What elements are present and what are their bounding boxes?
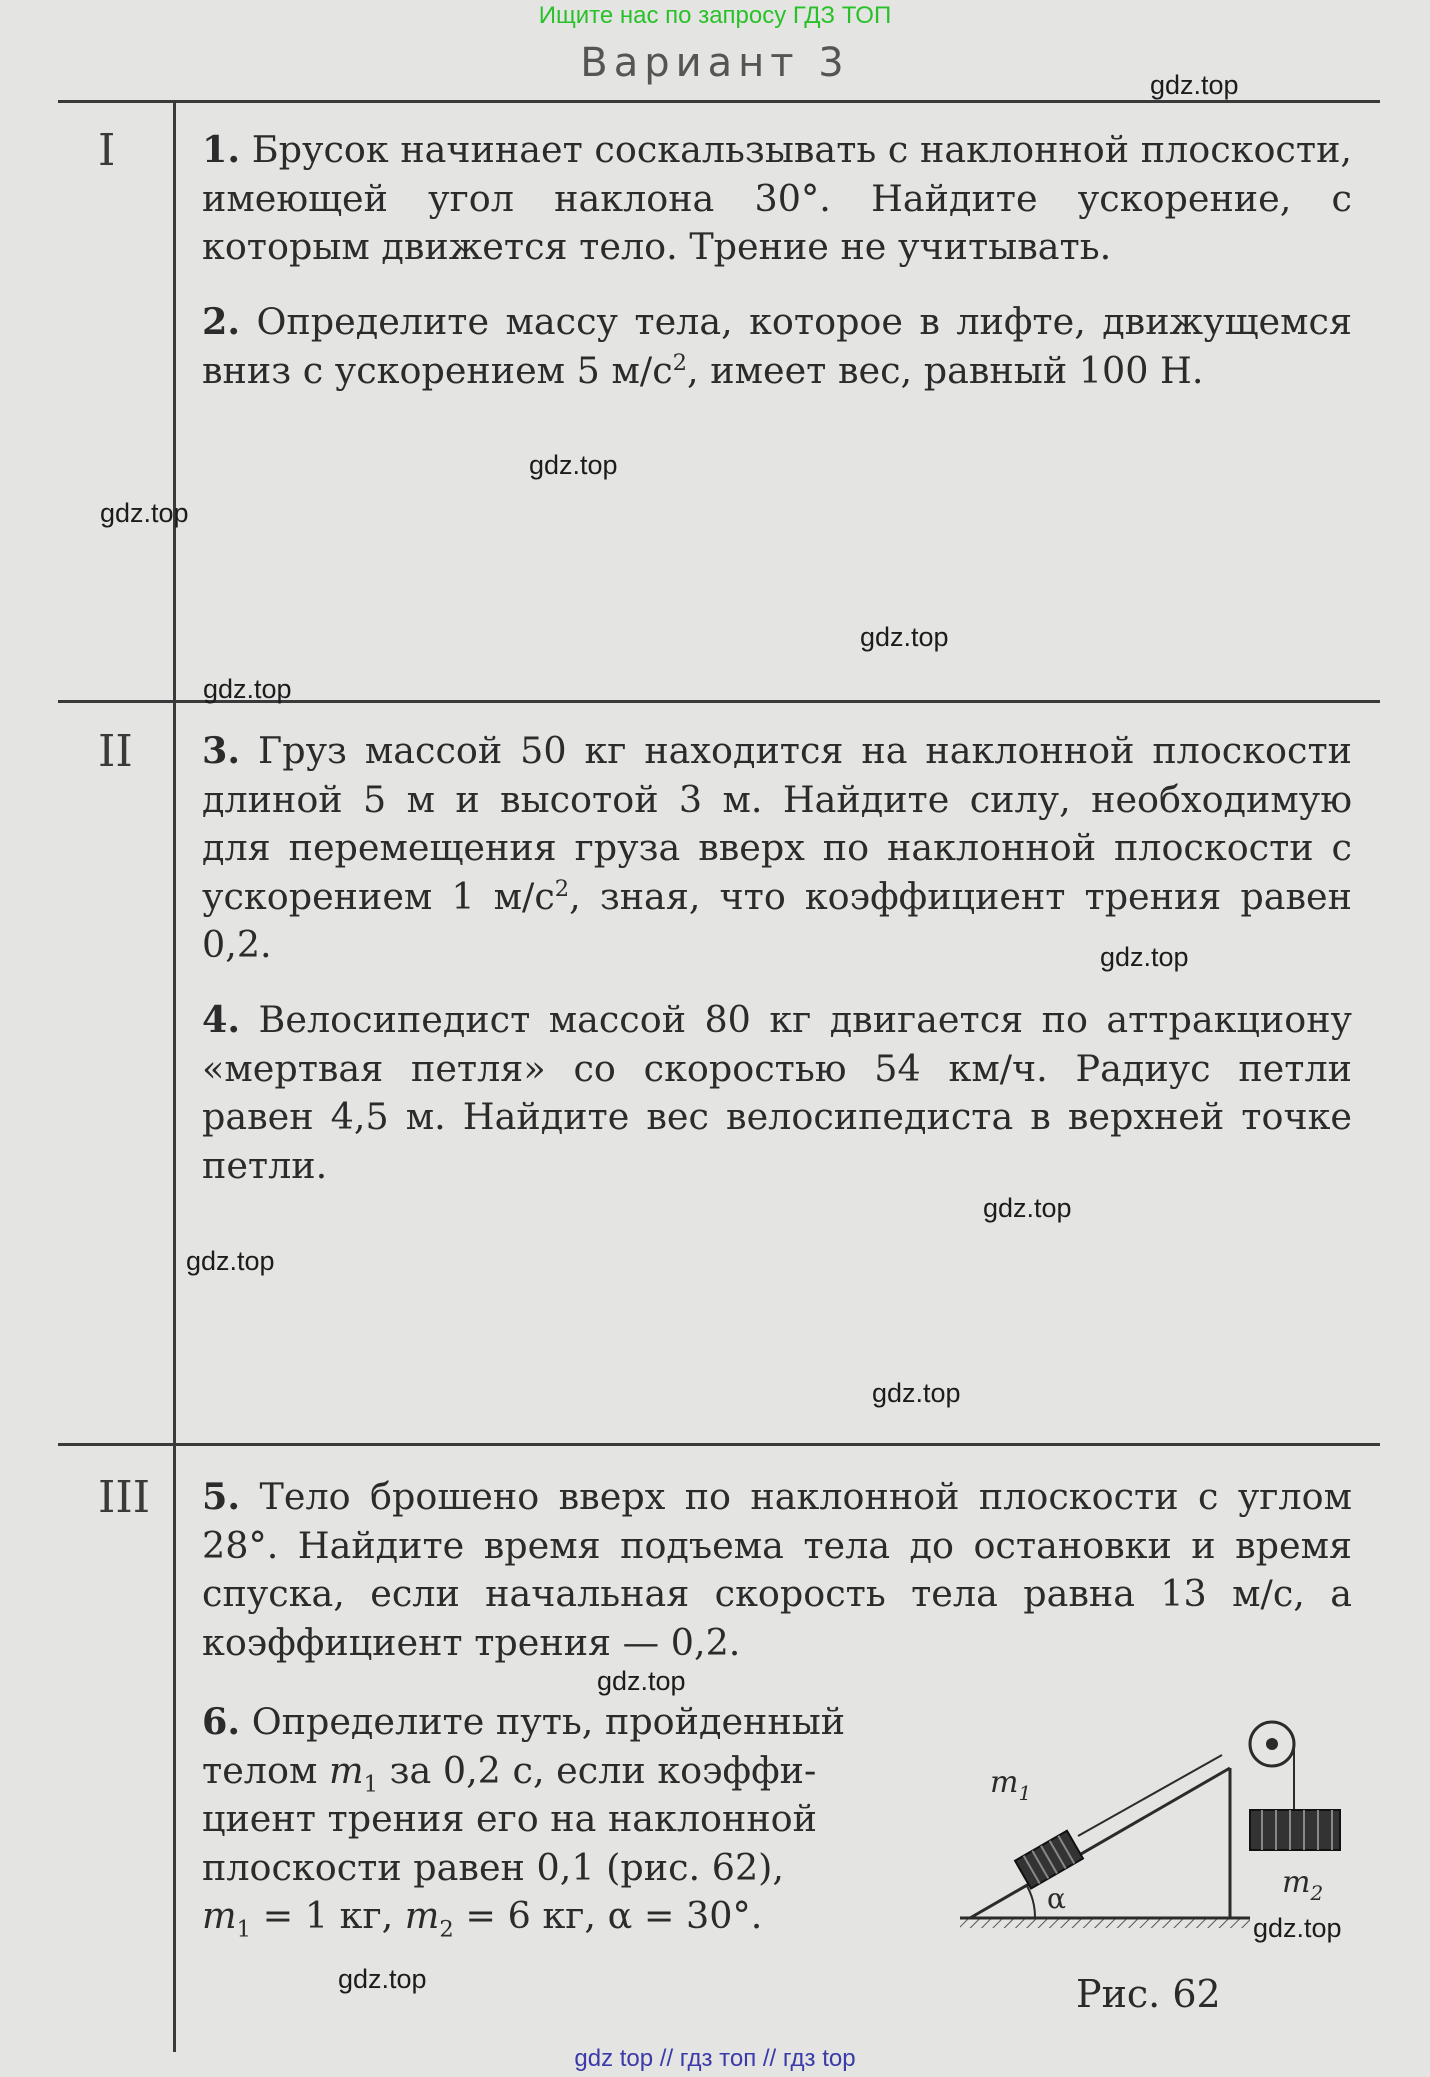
task-6-line-4: плоскости равен 0,1 (рис. 62), — [202, 1845, 785, 1889]
watermark: gdz.top — [100, 498, 189, 528]
task-number: 1. — [202, 128, 241, 171]
bottom-banner[interactable]: gdz top // гдз топ // гдз top — [574, 2045, 856, 2072]
watermark: gdz.top — [1100, 942, 1189, 972]
rope-incline — [1078, 1755, 1222, 1836]
subscript: 1 — [236, 1916, 252, 1943]
task-number: 4. — [202, 998, 241, 1041]
task-number: 6. — [202, 1700, 241, 1743]
task-4 — [202, 996, 1352, 1190]
task-6-line-2 — [202, 1747, 922, 1796]
task-number: 2. — [202, 300, 241, 343]
angle-arc — [1027, 1886, 1035, 1918]
task-text: Груз массой 50 кг находится на наклонной плоскости длиной 5 м и высотой 3 м. Найдите силу, необходимую для перемещения груза вверх по наклонной плоскости с ускорением 1 м/с — [202, 729, 1352, 918]
task-number: 5. — [202, 1475, 241, 1518]
task-text: Определите путь, пройденный — [251, 1700, 846, 1743]
block-m2 — [1250, 1810, 1340, 1850]
task-6-line-5 — [202, 1892, 922, 1941]
task-3 — [202, 727, 1352, 970]
superscript: 2 — [554, 875, 570, 902]
task-text: Определите массу тела, которое в лифте, движущемся вниз с ускорением 5 м/с — [202, 300, 1352, 392]
watermark: gdz.top — [1150, 70, 1239, 100]
figure-caption: Рис. 62 — [1076, 1972, 1221, 2016]
task-text: = 6 кг, α = 30°. — [453, 1894, 763, 1937]
var-m: m — [328, 1748, 364, 1792]
label-m1: $m_1$ — [990, 1765, 1032, 1805]
watermark: gdz.top — [338, 1964, 427, 1994]
task-text: , зная, что коэффициент трения равен 0,2. — [202, 874, 1352, 966]
task-text: , имеет вес, равный 100 Н. — [687, 348, 1204, 392]
subscript: 1 — [363, 1770, 378, 1797]
var-m: m — [404, 1894, 440, 1937]
watermark: gdz.top — [1253, 1913, 1342, 1943]
var-m: m — [202, 1894, 237, 1937]
top-banner[interactable]: Ищите нас по запросу ГДЗ ТОП — [538, 2, 892, 29]
task-text: = 1 кг, — [251, 1894, 405, 1937]
label-m2: $m_2$ — [1282, 1865, 1324, 1905]
task-2 — [202, 298, 1352, 395]
task-text: Велосипедист массой 80 кг двигается по аттракциону «мертвая петля» со скоростью 54 км/ч. Радиус петли равен 4,5 м. Найдите вес велосипедиста в верхней точке петли. — [202, 998, 1353, 1187]
block-m1 — [1015, 1831, 1083, 1889]
variant-title: Вариант 3 — [580, 40, 850, 86]
watermark: gdz.top — [186, 1246, 275, 1276]
task-5 — [202, 1473, 1352, 1667]
task-6-line-3: циент трения его на наклонной — [202, 1797, 817, 1840]
section-numeral-ii: II — [98, 726, 133, 777]
label-alpha: α — [1047, 1882, 1066, 1915]
table-column-divider — [173, 102, 176, 2052]
watermark: gdz.top — [872, 1378, 961, 1408]
watermark: gdz.top — [597, 1666, 686, 1696]
task-1 — [202, 126, 1352, 272]
section-numeral-iii: III — [98, 1472, 151, 1523]
section-numeral-i: I — [98, 125, 116, 176]
figure-62-incline-pulley — [960, 1700, 1360, 1930]
task-text: за 0,2 с, если коэффи- — [377, 1748, 817, 1792]
task-text: Тело брошено вверх по наклонной плоскости с углом 28°. Найдите время подъема тела до остановки и время спуска, если начальная скорость тела равна 13 м/с, а коэффициент трения — 0,2. — [202, 1475, 1352, 1664]
task-number: 3. — [202, 729, 241, 772]
watermark: gdz.top — [983, 1193, 1072, 1223]
section-divider-2 — [58, 1443, 1380, 1446]
task-text: Брусок начинает соскальзывать с наклонной плоскости, имеющей угол наклона 30°. Найдите ускорение, с которым движется тело. Трение не учитывать. — [202, 128, 1352, 268]
superscript: 2 — [672, 349, 688, 376]
watermark: gdz.top — [860, 622, 949, 652]
watermark: gdz.top — [529, 450, 618, 480]
task-text: телом — [202, 1748, 329, 1792]
pulley-axle — [1266, 1738, 1278, 1750]
task-6 — [202, 1698, 922, 1941]
subscript: 2 — [439, 1916, 454, 1943]
task-6-line-1 — [202, 1698, 922, 1747]
watermark: gdz.top — [203, 674, 292, 704]
